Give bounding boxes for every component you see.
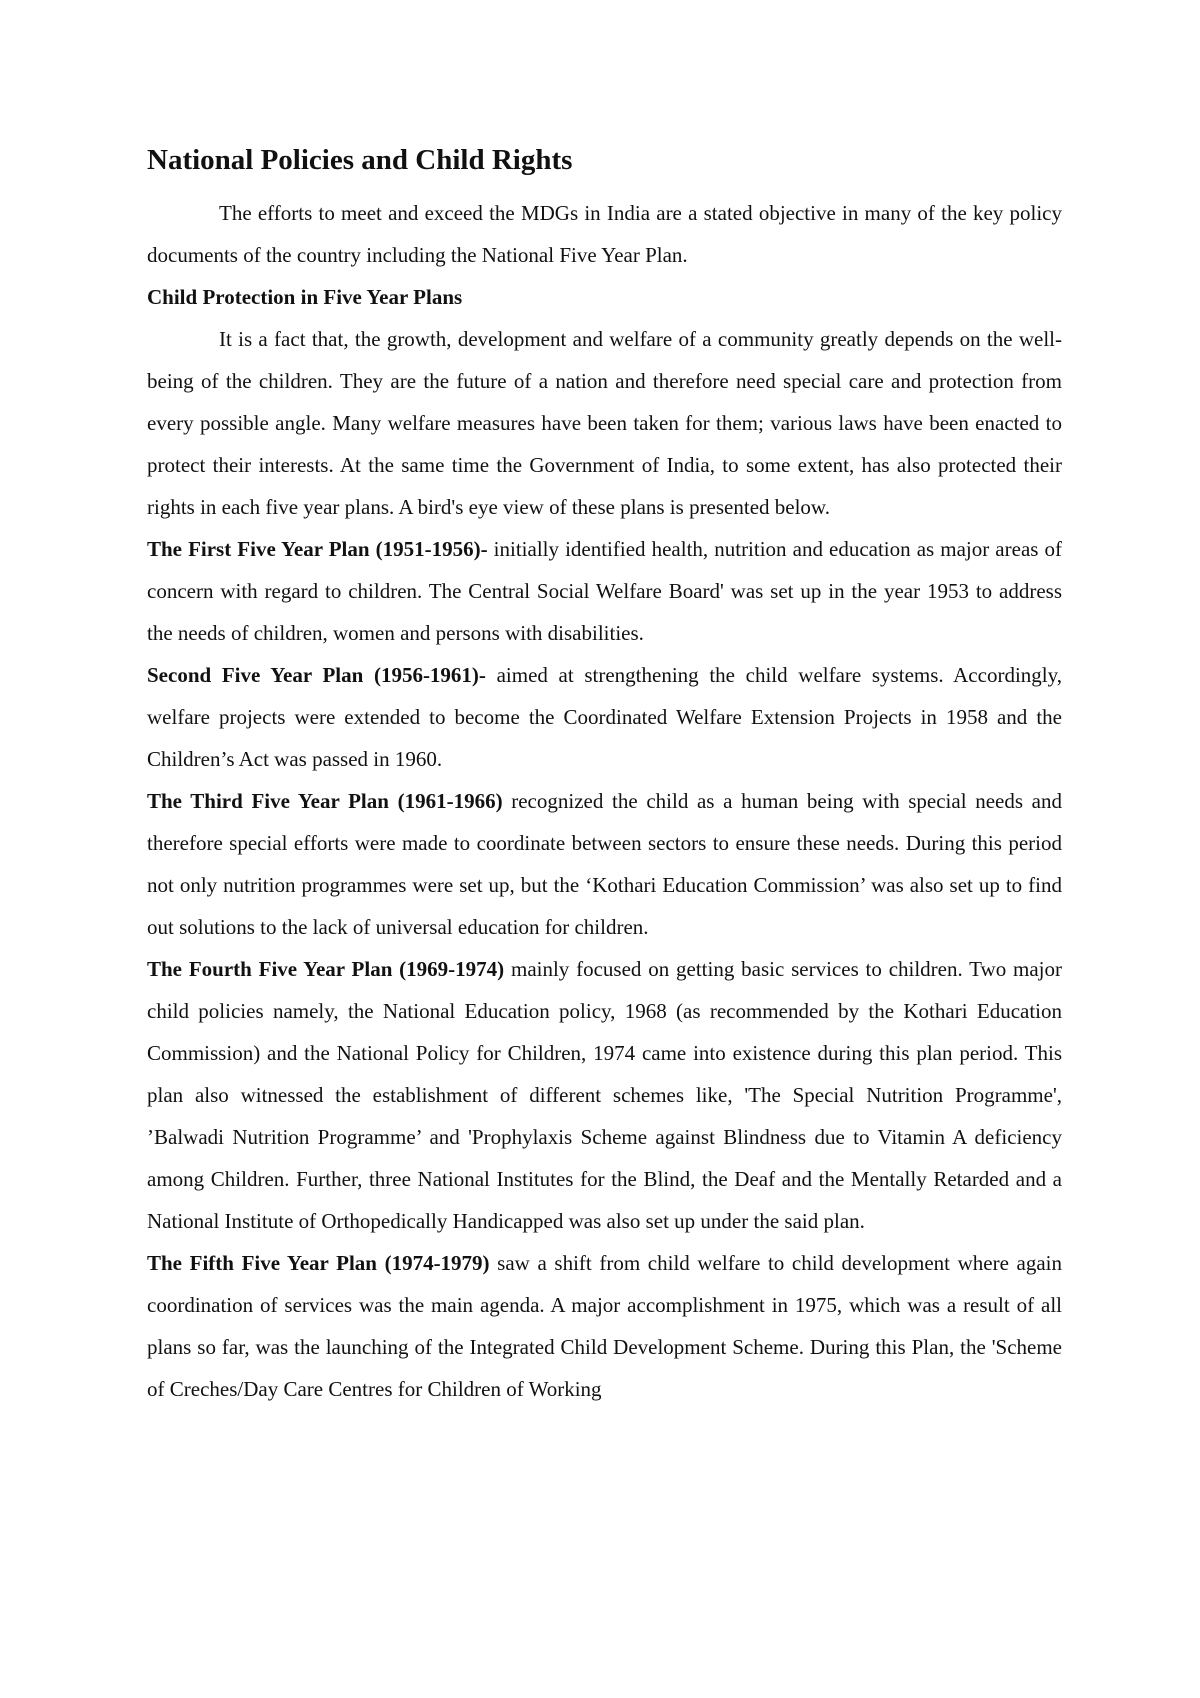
plan-text: saw a shift from child welfare to child development where again coordination of services was the main agenda. A major accomplishment in 1975, which was a result of all plans so far, was the launching of the Integrated Child Development Scheme. During this Plan, the 'Scheme of Creches/Day Care Centres for Children of Working xyxy=(147,1251,1063,1401)
plan-text: recognized the child as a human being with special needs and therefore special efforts were made to coordinate between sectors to ensure these needs. During this period not only nutrition programmes were set up, but the ‘Kothari Education Commission’ was also set up to find out solutions to the lack of universal education for children. xyxy=(147,789,1062,939)
plan-lead: Second Five Year Plan (1956-1961)- xyxy=(147,663,486,687)
plan-text: mainly focused on getting basic services to children. Two major child policies namely, the National Education policy, 1968 (as recommended by the Kothari Education Commission) and the National Policy for Children, 1974 came into existence during this plan period. This plan also witnessed the establishment of different schemes like, 'The Special Nutrition Programme', ’Balwadi Nutrition Programme’ and 'Prophylaxis Scheme against Blindness due to Vitamin A deficiency among Children. Further, three National Institutes for the Blind, the Deaf and the Mentally Retarded and a National Institute of Orthopedically Handicapped was also set up under the said plan. xyxy=(147,957,1062,1233)
document-page xyxy=(147,140,1062,1410)
plan-paragraph-fourth xyxy=(147,948,1062,1242)
plan-paragraph-first xyxy=(147,528,1062,654)
section-heading: Child Protection in Five Year Plans xyxy=(147,285,463,309)
plan-paragraph-second xyxy=(147,654,1062,780)
plan-paragraph-fifth xyxy=(147,1242,1062,1410)
plan-lead: The First Five Year Plan (1951-1956)- xyxy=(147,537,488,561)
plan-text: aimed at strengthening the child welfare systems. Accordingly, welfare projects were extended to become the Coordinated Welfare Extension Projects in 1958 and the Children’s Act was passed in 1960. xyxy=(147,663,1062,771)
plan-paragraph-third xyxy=(147,780,1062,948)
plan-lead: The Fourth Five Year Plan (1969-1974) xyxy=(147,957,505,981)
plan-lead: The Fifth Five Year Plan (1974-1979) xyxy=(147,1251,490,1275)
page-title: National Policies and Child Rights xyxy=(147,144,573,176)
plan-text: initially identified health, nutrition and education as major areas of concern with regard to children. The Central Social Welfare Board' was set up in the year 1953 to address the needs of children, women and persons with disabilities. xyxy=(147,537,1062,645)
overview-paragraph: It is a fact that, the growth, development and welfare of a community greatly depends on the well-being of the children. They are the future of a nation and therefore need special care and protection from every possible angle. Many welfare measures have been taken for them; various laws have been enacted to protect their interests. At the same time the Government of India, to some extent, has also protected their rights in each five year plans. A bird's eye view of these plans is presented below. xyxy=(147,327,1062,519)
plan-lead: The Third Five Year Plan (1961-1966) xyxy=(147,789,503,813)
intro-paragraph: The efforts to meet and exceed the MDGs in India are a stated objective in many of the key policy documents of the country including the National Five Year Plan. xyxy=(147,201,1062,267)
